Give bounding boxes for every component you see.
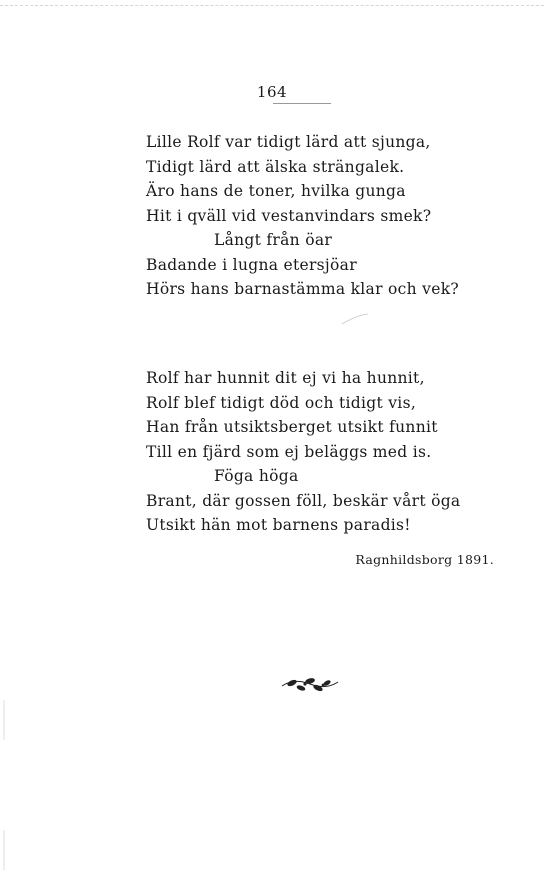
stanza-1-line-2: Tidigt lärd att älska strängalek. [146, 157, 405, 176]
stanza-2 [146, 366, 486, 538]
stanza-1-line-7: Hörs hans barnastämma klar och vek? [146, 280, 459, 298]
stanza-1-line-3: Äro hans de toner, hvilka gunga [146, 182, 406, 200]
stanza-1-line-4: Hit i qväll vid vestanvindars smek? [146, 206, 432, 225]
stanza-2-line-4: Till en fjärd som ej beläggs med is. [146, 442, 432, 461]
stanza-2-line-7: Utsikt hän mot barnens paradis! [146, 516, 411, 534]
top-edge-rule [0, 5, 544, 6]
stanza-2-line-3: Han från utsiktsberget utsikt funnit [146, 418, 438, 436]
stanza-2-line-1: Rolf har hunnit dit ej vi ha hunnit, [146, 369, 425, 387]
stanza-1-line-1: Lille Rolf var tidigt lärd att sjunga, [146, 133, 431, 151]
page-number: 164 [256, 83, 288, 101]
stanza-2-line-5: Föga höga [214, 467, 299, 485]
stanza-2-line-2: Rolf blef tidigt död och tidigt vis, [146, 393, 417, 412]
faint-pencil-mark [340, 312, 370, 326]
stanza-1-line-6: Badande i lugna etersjöar [146, 255, 357, 274]
stanza-1-line-5: Långt från öar [214, 231, 333, 249]
stanza-1 [146, 130, 486, 302]
margin-marks [2, 700, 8, 870]
stanza-2-line-6: Brant, där gossen föll, beskär vårt öga [146, 491, 461, 510]
floral-vignette-icon [280, 674, 340, 696]
page-number-underline [273, 103, 331, 104]
signature-place-date: Ragnhildsborg 1891. [355, 552, 494, 567]
